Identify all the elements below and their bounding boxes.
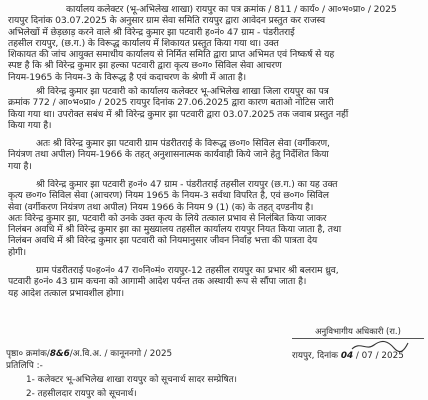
text-line: निलंबन अवधि में श्री विरेन्द्र कुमार झा पटवारी को नियमानुसार जीवन निर्वाह भत्ता की पात्रता देय [8, 235, 318, 247]
paragraph-charge-handover [8, 265, 420, 299]
text-line: अभिलेखों में छेड़छाड़ करने वाले श्री विरेन्द्र कुमार झा पटवारी ह०नं० 47 ग्राम - पंडरीतराई [8, 26, 295, 38]
endorsement-prefix: पृष्ठा० क्रमांक/ [6, 349, 50, 359]
endorsement-line [6, 349, 172, 360]
order-place-date [292, 349, 404, 361]
endorsement-rest: /अ.वि.अ. / कानूननगो / 2025 [69, 349, 173, 359]
copy-recipient-1: 1- कलेक्टर भू-अभिलेख शाखा रायपुर को सूचनार्थ सादर सम्प्रेषित। [26, 375, 238, 385]
paragraph-disciplinary-action [8, 138, 420, 172]
text-line: किया गया था। उपरोक्त सबंध में श्री विरेन्द्र कुमार झा पटवारी द्वारा 03.07.2025 तक जवाब प्रस्तुत नहीं [8, 108, 349, 120]
text-line: नियम-1965 के नियम-3 के विरूद्ध है एवं कदाचरण के श्रेणी में आता है। [8, 71, 247, 83]
endorsement-number-handwritten: 8&6 [49, 349, 70, 359]
text-line: कार्यालय कलेक्टर (भू-अभिलेख शाखा) रायपुर का पत्र क्रमांक / 811 / कार्य० / आ०भ०प्रा० / 2025 [66, 4, 397, 15]
text-line: होगी। [8, 246, 26, 258]
text-line: पटवारी ह०नं० 43 ग्राम कचना को आगामी आदेश पर्यन्त तक अस्थायी रूप से सौंपा जाता है। [8, 276, 307, 288]
text-line: तहसील रायपुर, (छ.ग.) के विरूद्ध कार्यालय में शिकायत प्रस्तुत किया गया था। उक्त [8, 37, 279, 49]
text-line: गया है। [8, 160, 32, 172]
text-line: श्री विरेन्द्र कुमार झा पटवारी ह०नं० 47 ग्राम - पंडरीतराई तहसील रायपुर (छ.ग.) का यह उक्त [36, 179, 338, 190]
copy-recipient-2: 2- तहसीलदार रायपुर को सूचनार्थ। [26, 389, 137, 399]
text-line: शिकायत की जांच आयुक्त समाधीय कार्यालय से निर्मित समिति द्वारा प्राप्त अभिमत एवं निष्कर्ष से यह [8, 49, 335, 61]
text-line: यह आदेश तत्काल प्रभावशील होगा। [8, 287, 125, 299]
signatory-designation: अनुविभागीय अधिकारी (रा.) [292, 326, 424, 339]
text-line: रायपुर दिनांक 03.07.2025 के अनुसार ग्राम सेवा समिति रायपुर द्वारा आवेदन प्रस्तुत कर राजस्व [8, 15, 326, 27]
text-line: क्रमांक 772 / आ०भ०प्रा० / 2025 रायपुर दिनांक 27.06.2025 द्वारा कारण बताओ नोटिस जारी [8, 97, 334, 109]
text-line: अतः श्री विरेन्द्र कुमार झा पटवारी ग्राम पंडरीतराई के विरूद्ध छ०ग० सिविल सेवा (वर्गीकरण, [36, 138, 330, 149]
paragraph-show-cause-notice [8, 86, 420, 131]
text-line: सेवा (वर्गीकरण नियंत्रण तथा अपील) नियम 1966 के नियम 9 (1) (क) के तहत् दण्डनीय है। [8, 201, 314, 213]
copy-to-label: प्रतिलिपि :- [6, 361, 43, 371]
paragraph-suspension-order [8, 179, 420, 258]
text-line: निलंबन अवधि में श्री विरेन्द्र कुमार झा का मुख्यालय तहसील कार्यालय रायपुर नियत किया जाता है, तथा [8, 224, 342, 236]
date-rest: / 07 / 2025 [355, 351, 404, 361]
text-line: किया गया है। [8, 119, 52, 131]
text-line: ग्राम पंडरीतराई प०ह०नं० 47 रा०नि०मं० रायपुर-12 तहसील रायपुर का प्रभार श्री बलराम ध्रुव, [36, 265, 339, 276]
text-line: अतः विरेन्द्र कुमार झा, पटवारी को उनके उक्त कृत्य के लिये तत्काल प्रभाव से निलंबित किया जाकर [8, 212, 327, 224]
place-date-prefix: रायपुर, दिनांक [292, 351, 339, 361]
text-line: श्री विरेन्द्र कुमार झा पटवारी को कार्यालय कलेक्टर भू-अभिलेख शाखा जिला रायपुर का पत्र [36, 86, 329, 97]
paragraph-complaint-background [8, 4, 420, 83]
text-line: कृत्य छ०ग० सिविल सेवा (आचरण) नियम 1965 के नियम-3 सर्वथा विपरित है, एवं छ०ग० सिविल [8, 190, 329, 202]
text-line: स्पष्ट है कि श्री विरेन्द्र कुमार झा हल्का पटवारी द्वारा कृत्य छ०ग० सिविल सेवा आचरण [8, 60, 282, 72]
text-line: नियंत्रण तथा अपील) नियम-1966 के तहत् अनुशासनात्मक कार्यवाही किये जाने हेतु निर्देशित किया [8, 149, 329, 161]
date-day-handwritten: 04 [340, 351, 354, 361]
signature-block [292, 326, 424, 339]
